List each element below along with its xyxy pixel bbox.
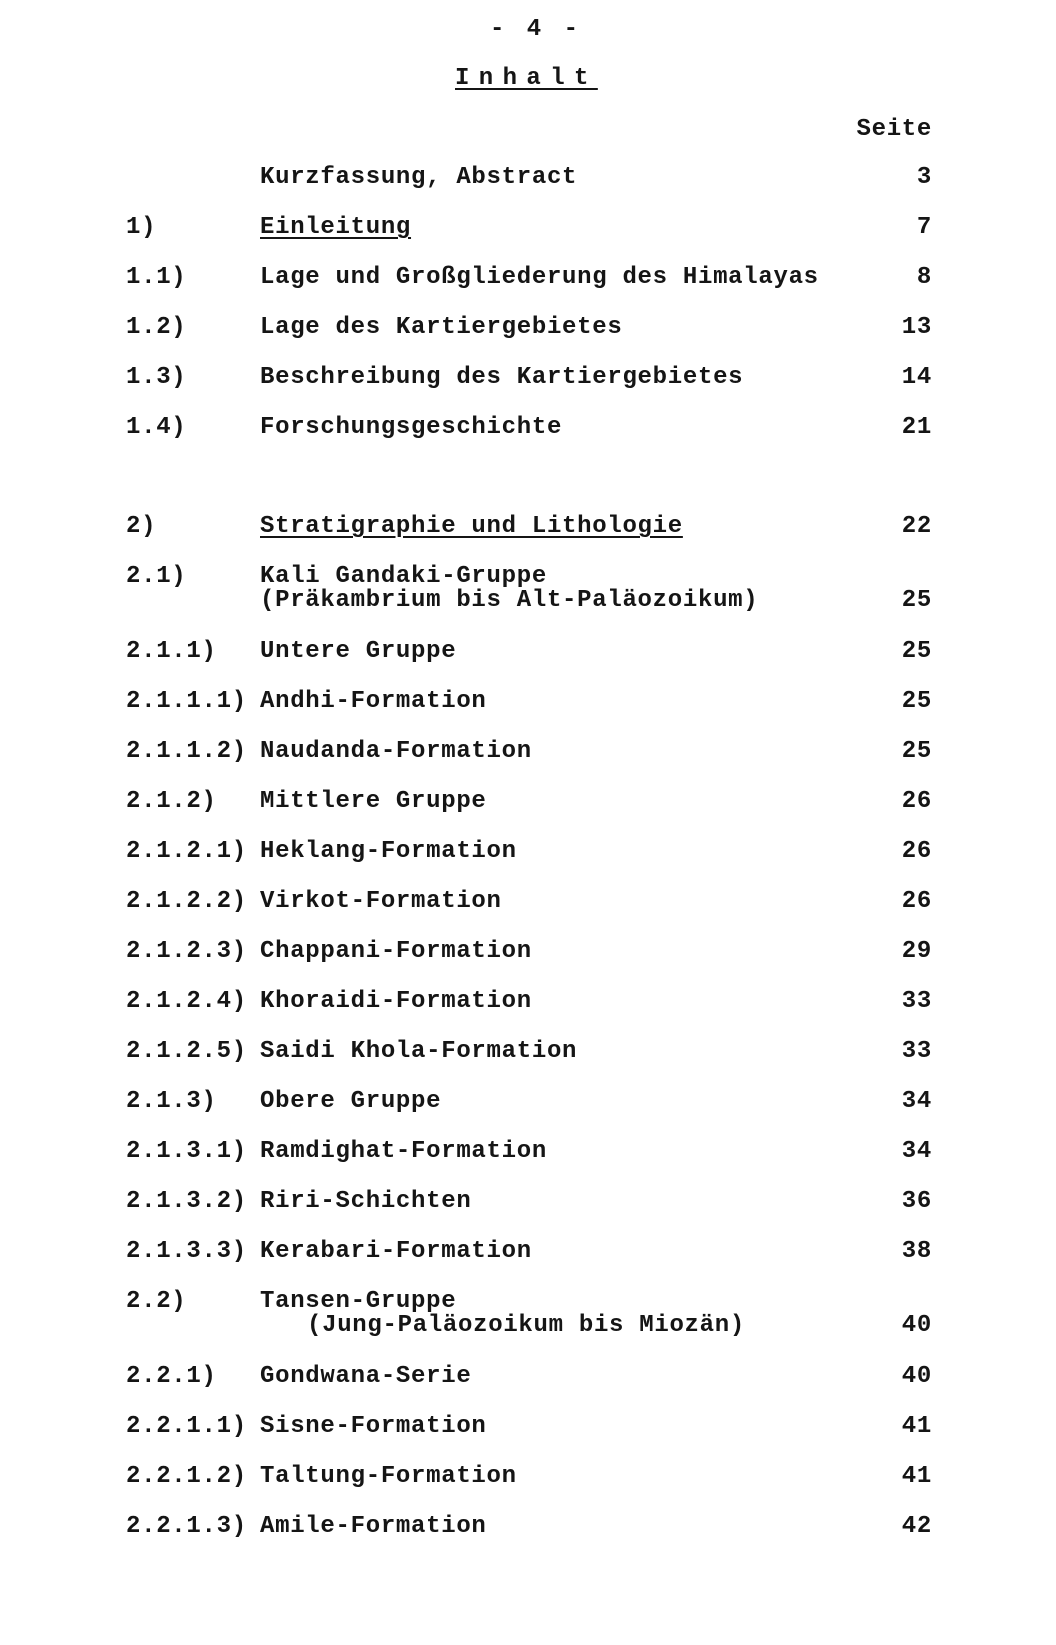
toc-entry-title[interactable]: Obere Gruppe: [260, 1088, 442, 1115]
toc-entry-title[interactable]: Kali Gandaki-Gruppe: [260, 563, 547, 590]
toc-entry-number: 2.1.3): [126, 1088, 217, 1115]
toc-entry-page: 29: [901, 938, 932, 965]
toc-entry-title[interactable]: Sisne-Formation: [260, 1413, 487, 1440]
toc-entry-page: 14: [901, 364, 932, 391]
toc-entry-page: 26: [901, 788, 932, 815]
toc-entry-number: 2.2.1.3): [126, 1513, 247, 1540]
toc-entry-title[interactable]: Mittlere Gruppe: [260, 788, 487, 815]
toc-entry-page: 25: [901, 638, 932, 665]
toc-entry-title[interactable]: Amile-Formation: [260, 1513, 487, 1540]
toc-entry-title[interactable]: Untere Gruppe: [260, 638, 457, 665]
toc-entry-title[interactable]: Forschungsgeschichte: [260, 414, 563, 441]
toc-entry-number: 2.2.1.2): [126, 1463, 247, 1490]
toc-entry-title[interactable]: Lage des Kartiergebietes: [260, 314, 623, 341]
toc-entry-number: 2.1): [126, 563, 187, 590]
toc-entry-page: 26: [901, 888, 932, 915]
toc-entry-number: 2.1.2.1): [126, 838, 247, 865]
toc-entry-subtitle: (Präkambrium bis Alt-Paläozoikum): [260, 587, 759, 614]
toc-entry-title[interactable]: Beschreibung des Kartiergebietes: [260, 364, 744, 391]
toc-entry-page: 38: [901, 1238, 932, 1265]
toc-entry-page: 41: [901, 1413, 932, 1440]
toc-entry-page: 3: [916, 164, 932, 191]
toc-entry-page: 7: [916, 214, 932, 241]
toc-entry-number: 2.1.1.1): [126, 688, 247, 715]
toc-entry-title[interactable]: Saidi Khola-Formation: [260, 1038, 578, 1065]
toc-entry-page: 40: [901, 1363, 932, 1390]
toc-entry-number: 2.1.3.3): [126, 1238, 247, 1265]
toc-entry-page: 42: [901, 1513, 932, 1540]
toc-entry-number: 2.1.1.2): [126, 738, 247, 765]
toc-entry-number: 1.3): [126, 364, 187, 391]
toc-entry-page: 13: [901, 314, 932, 341]
toc-entry-title[interactable]: Kurzfassung, Abstract: [260, 164, 578, 191]
toc-entry-number: 1.2): [126, 314, 187, 341]
toc-entry-title[interactable]: Kerabari-Formation: [260, 1238, 532, 1265]
toc-entry-number: 2.1.2.2): [126, 888, 247, 915]
toc-entry-page: 33: [901, 1038, 932, 1065]
toc-heading: Inhalt: [455, 65, 598, 92]
toc-entry-number: 1.4): [126, 414, 187, 441]
toc-entry-page: 8: [916, 264, 932, 291]
toc-entry-page: 36: [901, 1188, 932, 1215]
toc-entry-page: 34: [901, 1138, 932, 1165]
toc-entry-number: 2.1.2): [126, 788, 217, 815]
toc-entry-title[interactable]: Ramdighat-Formation: [260, 1138, 547, 1165]
toc-entry-page: 40: [901, 1312, 932, 1339]
toc-entry-title[interactable]: Riri-Schichten: [260, 1188, 472, 1215]
toc-entry-page: 26: [901, 838, 932, 865]
toc-entry-number: 2.2): [126, 1288, 187, 1315]
toc-entry-title[interactable]: Einleitung: [260, 214, 412, 241]
toc-entry-number: 2.1.2.4): [126, 988, 247, 1015]
toc-entry-page: 25: [901, 738, 932, 765]
toc-entry-title[interactable]: Gondwana-Serie: [260, 1363, 472, 1390]
toc-entry-title[interactable]: Taltung-Formation: [260, 1463, 517, 1490]
toc-entry-number: 1): [126, 214, 157, 241]
toc-entry-number: 2): [126, 513, 157, 540]
toc-entry-title[interactable]: Lage und Großgliederung des Himalayas: [260, 264, 819, 291]
toc-entry-title[interactable]: Naudanda-Formation: [260, 738, 532, 765]
toc-entry-page: 25: [901, 587, 932, 614]
toc-entry-page: 33: [901, 988, 932, 1015]
toc-entry-page: 22: [901, 513, 932, 540]
page-number: - 4 -: [489, 16, 582, 43]
toc-entry-page: 21: [901, 414, 932, 441]
toc-entry-subtitle: (Jung-Paläozoikum bis Miozän): [307, 1312, 745, 1339]
toc-entry-number: 2.2.1): [126, 1363, 217, 1390]
toc-entry-title[interactable]: Heklang-Formation: [260, 838, 517, 865]
toc-entry-number: 2.1.3.2): [126, 1188, 247, 1215]
toc-entry-title[interactable]: Virkot-Formation: [260, 888, 502, 915]
page-column-label: Seite: [856, 116, 932, 143]
toc-entry-number: 2.1.2.3): [126, 938, 247, 965]
toc-entry-title[interactable]: Andhi-Formation: [260, 688, 487, 715]
toc-entry-number: 2.1.3.1): [126, 1138, 247, 1165]
toc-entry-number: 2.2.1.1): [126, 1413, 247, 1440]
toc-entry-title[interactable]: Tansen-Gruppe: [260, 1288, 457, 1315]
toc-entry-number: 2.1.2.5): [126, 1038, 247, 1065]
toc-entry-number: 2.1.1): [126, 638, 217, 665]
toc-entry-number: 1.1): [126, 264, 187, 291]
toc-entry-title[interactable]: Stratigraphie und Lithologie: [260, 513, 683, 540]
toc-entry-page: 34: [901, 1088, 932, 1115]
toc-entry-page: 25: [901, 688, 932, 715]
toc-entry-title[interactable]: Khoraidi-Formation: [260, 988, 532, 1015]
toc-entry-title[interactable]: Chappani-Formation: [260, 938, 532, 965]
toc-entry-page: 41: [901, 1463, 932, 1490]
